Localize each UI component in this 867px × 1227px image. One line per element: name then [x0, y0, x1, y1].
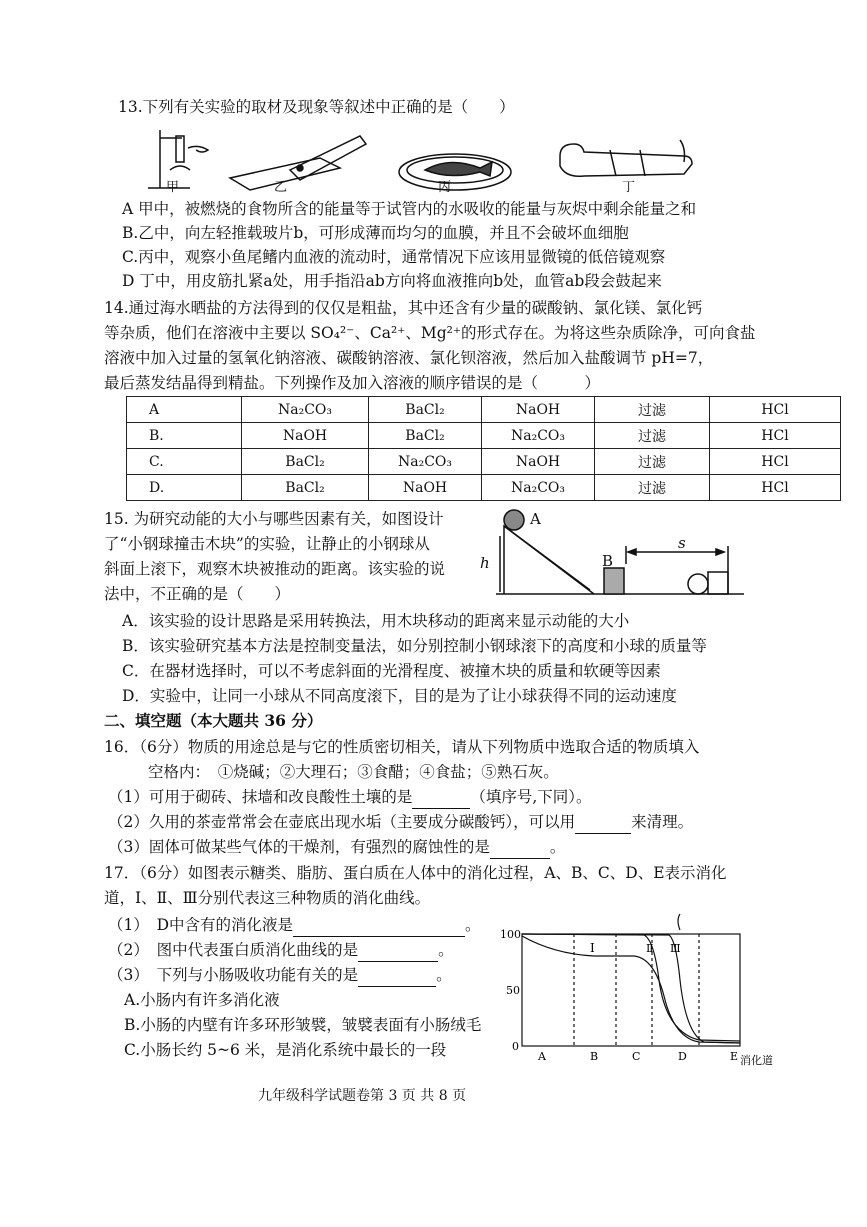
q15-line-1: 15. 为研究动能的大小与哪些因素有关，如图设计 — [104, 510, 444, 528]
q17-sub3-tail: 。 — [436, 966, 452, 984]
q13-stem: 13.下列有关实验的取材及现象等叙述中正确的是（ ） — [118, 98, 515, 116]
table-cell: Na₂CO₃ — [369, 449, 482, 475]
q17-sub1-tail: 。 — [465, 916, 481, 934]
table-cell: HCl — [710, 475, 841, 501]
digestion-chart-svg — [494, 910, 794, 1068]
figure-yi-slides-icon — [230, 136, 366, 190]
table-cell: HCl — [710, 397, 841, 423]
q13-option-b: B.乙中，向左轻推载玻片b，可形成薄而均匀的血膜，并且不会破坏血细胞 — [122, 224, 629, 242]
q17-sub3-text: （3） 下列与小肠吸收功能有关的是 — [108, 966, 359, 984]
answer-blank[interactable] — [358, 964, 436, 987]
q15-label-distance: s — [678, 534, 686, 552]
figure-ding-arm-icon — [560, 140, 692, 176]
table-row — [127, 449, 841, 475]
x-label-A: A — [538, 1050, 546, 1063]
y-tick-50: 50 — [506, 984, 520, 997]
q16-sub2-tail: 来清理。 — [631, 813, 694, 831]
curve-I — [522, 936, 740, 1043]
q15-option-c: C．在器材选择时，可以不考虑斜面的光滑程度、被撞木块的质量和软硬等因素 — [122, 662, 661, 680]
q14-line-2: 等杂质，他们在溶液中主要以 SO₄²⁻、Ca²⁺、Mg²⁺的形式存在。为将这些杂质除净，可向食盐 — [104, 324, 756, 342]
answer-blank[interactable] — [490, 836, 550, 859]
q16-sub2-text: （2）久用的茶壶常常会在壶底出现水垢（主要成分碳酸钙），可以用 — [108, 813, 576, 831]
table-cell: NaOH — [369, 475, 482, 501]
q14-line-3: 溶液中加入过量的氢氧化钠溶液、碳酸钠溶液、氯化钡溶液，然后加入盐酸调节 pH=7， — [104, 349, 714, 367]
q15-option-b: B．该实验研究基本方法是控制变量法，如分别控制小钢球滚下的高度和小球的质量等 — [122, 637, 707, 655]
figure-bing-fish-dish-icon — [399, 154, 511, 190]
table-cell: HCl — [710, 449, 841, 475]
table-cell: Na₂CO₃ — [482, 423, 595, 449]
q14-line-1: 14.通过海水晒盐的方法得到的仅仅是粗盐，其中还含有少量的碳酸钠、氯化镁、氯化钙 — [104, 299, 703, 317]
q17-sub3 — [108, 964, 452, 987]
q17-sub2-tail: 。 — [438, 941, 454, 959]
q15-label-height: h — [480, 554, 490, 572]
table-cell: C. — [127, 449, 242, 475]
page-footer: 九年级科学试题卷第 3 页 共 8 页 — [258, 1088, 467, 1104]
table-cell: BaCl₂ — [369, 423, 482, 449]
figure-label-bing: 丙 — [438, 180, 452, 195]
q16-sub3-text: （3）固体可做某些气体的干燥剂，有强烈的腐蚀性的是 — [108, 838, 490, 856]
q15-line-2: 了“小钢球撞击木块”的实验，让静止的小钢球从 — [104, 535, 430, 553]
table-cell: 过滤 — [595, 423, 710, 449]
x-label-D: D — [678, 1050, 687, 1063]
table-cell: NaOH — [482, 397, 595, 423]
q17-option-b: B.小肠的内壁有许多环形皱襞，皱襞表面有小肠绒毛 — [124, 1016, 482, 1034]
curve-label-I: Ⅰ — [590, 941, 595, 955]
table-row — [127, 475, 841, 501]
figure-label-yi: 乙 — [274, 180, 288, 195]
q16-sub1-tail: （填序号,下同）。 — [470, 788, 592, 806]
q14-options-table — [126, 396, 841, 501]
q17-sub1-text: （1） D中含有的消化液是 — [108, 916, 294, 934]
x-label-B: B — [590, 1050, 599, 1063]
figure-label-ding: 丁 — [622, 180, 636, 195]
q17-sub2 — [108, 939, 454, 962]
q15-option-a: A．该实验的设计思路是采用转换法，用木块移动的距离来显示动能的大小 — [122, 612, 630, 630]
table-cell: BaCl₂ — [242, 449, 369, 475]
table-cell: Na₂CO₃ — [242, 397, 369, 423]
q17-line-1: 17．（6分）如图表示糖类、脂肪、蛋白质在人体中的消化过程，A、B、C、D、E表示消化 — [104, 864, 727, 882]
answer-blank[interactable] — [293, 914, 465, 937]
table-cell: BaCl₂ — [242, 475, 369, 501]
table-row — [127, 423, 841, 449]
q17-line-2: 道，Ⅰ、Ⅱ、Ⅲ分别代表这三种物质的消化曲线。 — [104, 889, 431, 907]
answer-blank[interactable] — [358, 939, 438, 962]
q16-sub3 — [108, 836, 565, 859]
q17-sub2-text: （2） 图中代表蛋白质消化曲线的是 — [108, 941, 359, 959]
x-label-C: C — [632, 1050, 641, 1063]
q17-option-c: C.小肠长约 5~6 米，是消化系统中最长的一段 — [124, 1041, 447, 1059]
table-cell: BaCl₂ — [369, 397, 482, 423]
section-heading: 二、填空题（本大题共 36 分） — [104, 711, 323, 730]
table-cell: HCl — [710, 423, 841, 449]
curve-III — [522, 934, 740, 1043]
q16-sub1-text: （1）可用于砌砖、抹墙和改良酸性土壤的是 — [108, 788, 413, 806]
table-row — [127, 397, 841, 423]
q13-option-d: D 丁中，用皮筋扎紧a处，用手指沿ab方向将血液推向b处，血管ab段会鼓起来 — [122, 272, 662, 290]
q16-sub2 — [108, 811, 693, 834]
q13-option-c: C.丙中，观察小鱼尾鳍内血液的流动时，通常情况下应该用显微镜的低倍镜观察 — [122, 248, 666, 266]
table-cell: 过滤 — [595, 397, 710, 423]
q17-option-a: A.小肠内有许多消化液 — [124, 991, 280, 1009]
table-cell: NaOH — [482, 449, 595, 475]
q13-option-a: A 甲中，被燃烧的食物所含的能量等于试管内的水吸收的能量与灰烬中剩余能量之和 — [122, 200, 697, 218]
q16-line-1: 16．（6分）物质的用途总是与它的性质密切相关，请从下列物质中选取合适的物质填入 — [104, 738, 700, 756]
q17-sub1 — [108, 914, 481, 937]
q15-line-4: 法中，不正确的是（ ） — [104, 585, 291, 603]
x-axis-label: 消化道 — [740, 1054, 773, 1067]
q16-sub1 — [108, 786, 592, 809]
table-cell: 过滤 — [595, 449, 710, 475]
figure-label-jia: 甲 — [166, 180, 180, 195]
q16-sub3-tail: 。 — [549, 838, 566, 856]
curve-label-II: Ⅱ — [646, 942, 654, 955]
q15-label-block: B — [602, 552, 614, 570]
table-cell: B. — [127, 423, 242, 449]
y-tick-100: 100 — [500, 928, 521, 941]
q15-option-d: D．实验中，让同一小球从不同高度滚下，目的是为了让小球获得不同的运动速度 — [122, 687, 677, 705]
table-cell: Na₂CO₃ — [482, 475, 595, 501]
table-cell: A — [127, 397, 242, 423]
table-cell: D. — [127, 475, 242, 501]
q15-line-3: 斜面上滚下，观察木块被推动的距离。该实验的说 — [104, 560, 446, 578]
q17-digestion-chart — [494, 910, 794, 1068]
y-tick-0: 0 — [512, 1040, 519, 1053]
curve-label-III: Ⅲ — [670, 942, 681, 955]
x-label-E: E — [730, 1050, 739, 1063]
q16-line-2: 空格内： ①烧碱；②大理石；③食醋；④食盐；⑤熟石灰。 — [148, 763, 559, 781]
q14-line-4: 最后蒸发结晶得到精盐。下列操作及加入溶液的顺序错误的是（ ） — [104, 374, 601, 392]
table-cell: 过滤 — [595, 475, 710, 501]
table-cell: NaOH — [242, 423, 369, 449]
answer-blank[interactable] — [575, 811, 631, 834]
answer-blank[interactable] — [412, 786, 470, 809]
q15-label-ball: A — [530, 510, 541, 528]
